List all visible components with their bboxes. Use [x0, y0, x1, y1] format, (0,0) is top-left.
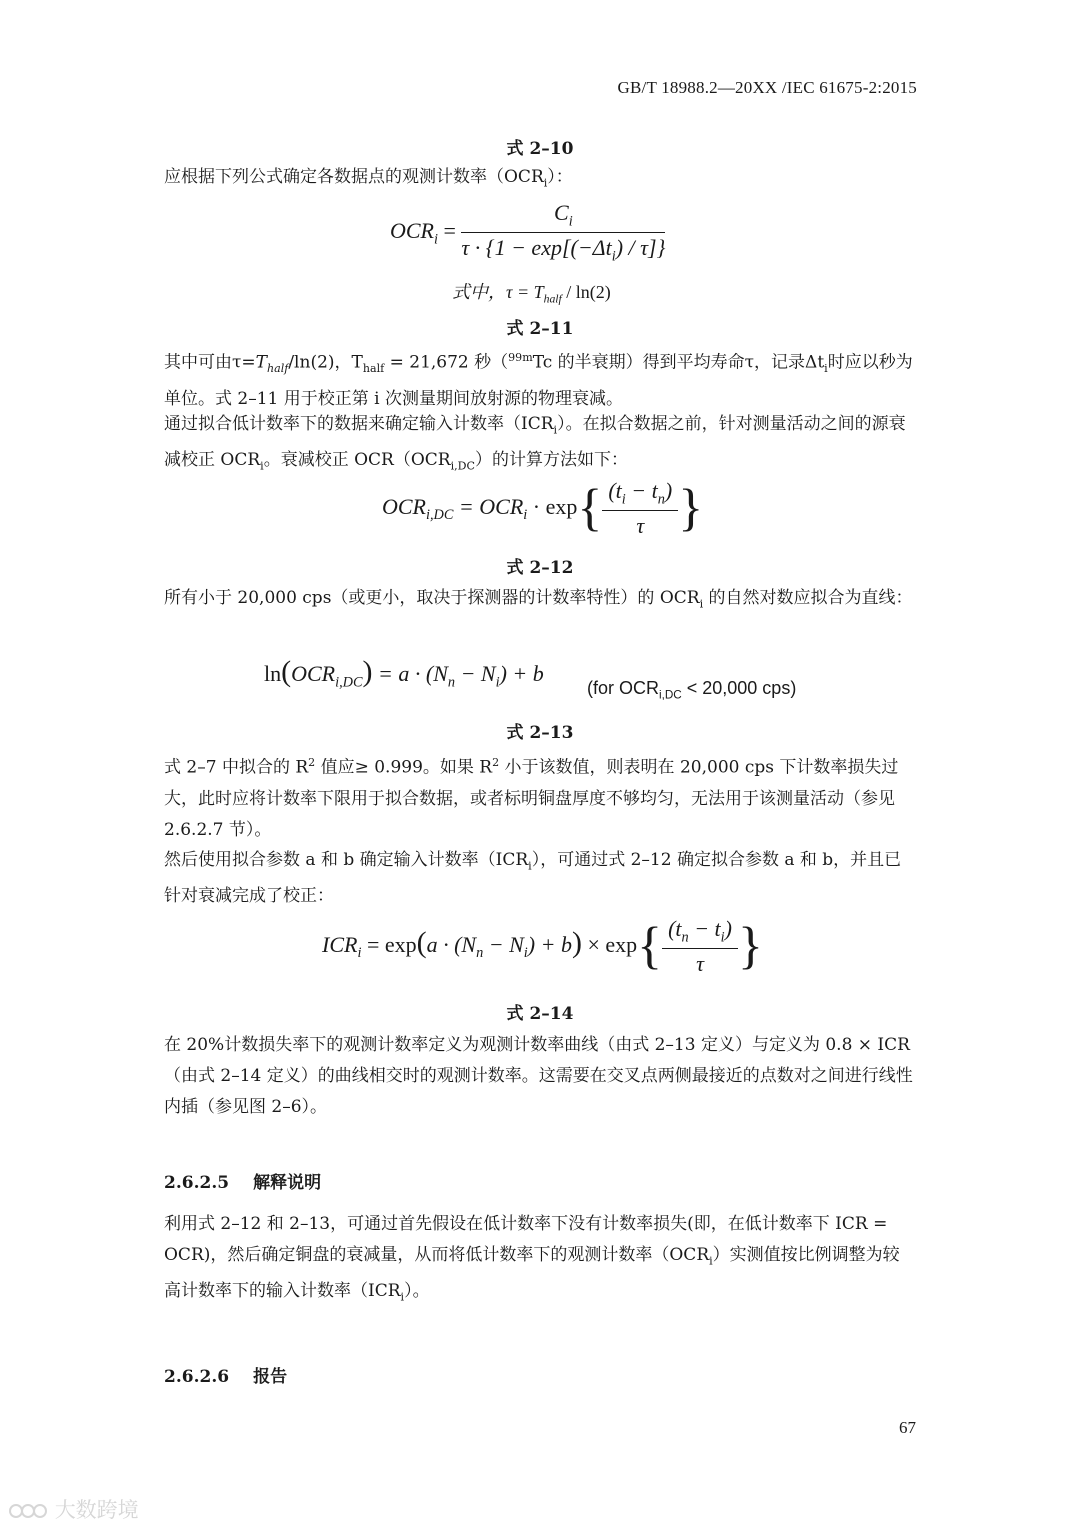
- equation-label-2-10: 式 2–10: [506, 139, 574, 159]
- formula-ocr-dc-fraction: $\frac{(t_i - t_n)}{\tau}$: [602, 478, 678, 539]
- watermark-logo-icon: [8, 1501, 48, 1521]
- paragraph-fit-params: 然后使用拟合参数 a 和 b 确定输入计数率$(ICR_i)$，可通过式 2–12 确定拟合参数 a 和 b，并且已针对衰减完成了校正：: [164, 850, 902, 907]
- formula-ocr: $OCR_i$ = $\frac{C_i}{\tau \cdot \{1 - \exp[(-\Delta t_i) / \tau]\}}$: [390, 200, 666, 265]
- section-heading-2-6-2-5: 2.6.2.5 解释说明: [164, 1173, 322, 1193]
- paragraph-half-life: 其中可由$\tau=T_{half}/\ln(2)$，$T_{half} = 21,672$ 秒（$^{99m}$Tc 的半衰期）得到平均寿命τ，记录$\Delta t_i$时应以秒为单位。式 2–11 用于校正第 i 次测量期间放射源的物理衰减。: [164, 351, 913, 410]
- formula-ln-fit-condition: (for $OCR_{i,DC} < 20,000$ cps): [587, 678, 797, 702]
- formula-icr: $ICR_i = \exp(a \cdot (N_n - N_i) + b) \times \exp${ $\frac{(t_n - t_i)}{\tau}$ }: [322, 916, 763, 977]
- paragraph-ocr-intro: 应根据下列公式确定各数据点的观测计数率$(OCR_i)$：: [164, 167, 573, 190]
- document-header: GB/T 18988.2—20XX /IEC 61675-2:2015: [617, 78, 917, 97]
- equation-label-2-14: 式 2–14: [506, 1004, 574, 1024]
- equation-label-2-12: 式 2–12: [506, 558, 574, 578]
- paragraph-20-percent-loss: 在 20%计数损失率下的观测计数率定义为观测计数率曲线（由式 2–13 定义）与定义为 0.8 × ICR（由式 2–14 定义）的曲线相交时的观测计数率。这需要在交叉点两侧最接近的点数对之间进行线性内插（参见图 2–6）。: [164, 1035, 913, 1117]
- formula-where-line: 式中，$\tau = T_{half} / \ln(2)$: [452, 282, 611, 306]
- paragraph-decay-correction: 通过拟合低计数率下的数据来确定输入计数率$(ICR_i)$。在拟合数据之前，针对测量活动之间的源衰减校正 $OCR_i$。衰减校正 $OCR(OCR_{i,DC})$的计算方法如下：: [164, 414, 906, 473]
- page-number: 67: [899, 1418, 916, 1437]
- equation-label-2-11: 式 2–11: [506, 319, 574, 339]
- paragraph-r-squared: 式 2–7 中拟合的 $R^2$ 值应≥ 0.999。如果 $R^2$ 小于该数值，则表明在 20,000 cps 下计数率损失过大，此时应将计数率下限用于拟合数据，或者标明铜盘厚度不够均匀，无法用于该测量活动（参见 2.6.2.7 节）。: [164, 756, 899, 840]
- equation-label-2-13: 式 2–13: [506, 723, 574, 743]
- paragraph-log-fit: 所有小于 20,000 cps（或更小，取决于探测器的计数率特性）的 $OCR_i$ 的自然对数应拟合为直线：: [164, 588, 913, 611]
- formula-ocr-fraction: $\frac{C_i}{\tau \cdot \{1 - \exp[(-\Delta t_i) / \tau]\}}$: [461, 200, 666, 265]
- section-heading-2-6-2-6: 2.6.2.6 报告: [164, 1367, 288, 1387]
- paragraph-interpretation: 利用式 2–12 和 2–13，可通过首先假设在低计数率下没有计数率损失(即，在低计数率下 ICR = OCR)，然后确定铜盘的衰减量，从而将低计数率下的观测计数率$(OCR_i)$实测值按比例调整为较高计数率下的输入计数率$(ICR_i)$。: [164, 1214, 900, 1304]
- formula-ocr-dc: $OCR_{i,DC} = OCR_i \cdot \exp${ $\frac{(t_i - t_n)}{\tau}$ }: [382, 478, 704, 539]
- formula-icr-fraction: $\frac{(t_n - t_i)}{\tau}$: [662, 916, 738, 977]
- watermark: 大数跨境: [8, 1494, 139, 1524]
- formula-ln-fit: $\ln(OCR_{i,DC}) = a \cdot (N_n - N_i) + b$: [264, 655, 544, 691]
